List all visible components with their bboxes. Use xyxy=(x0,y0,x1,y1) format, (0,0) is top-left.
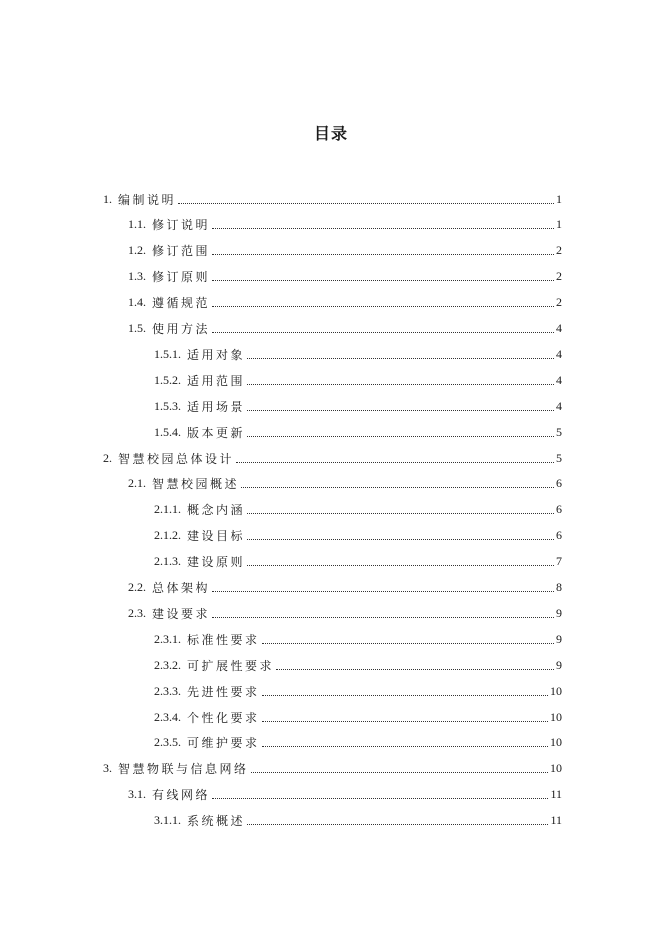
toc-entry[interactable] xyxy=(128,782,562,808)
toc-entry[interactable] xyxy=(154,808,562,834)
toc-entry-label: 修订范围 xyxy=(152,244,211,259)
toc-entry-label: 总体架构 xyxy=(152,581,211,595)
toc-entry-page-number: 9 xyxy=(556,605,562,620)
toc-entry-label: 遵循规范 xyxy=(152,296,211,311)
toc-entry-label: 个性化要求 xyxy=(187,710,260,725)
toc-dot-leader xyxy=(262,734,548,747)
toc-entry-number: 3.1.1. xyxy=(154,813,181,828)
toc-entry[interactable] xyxy=(154,341,562,367)
toc-entry-number: 2.3.2. xyxy=(154,657,181,672)
toc-entry-number: 1.5.2. xyxy=(154,372,181,387)
toc-entry-page-number: 4 xyxy=(556,398,562,413)
toc-entry-page-number: 10 xyxy=(550,761,562,776)
toc-entry-label: 可扩展性要求 xyxy=(187,658,275,673)
toc-entry-number: 1.5.1. xyxy=(154,346,181,361)
toc-entry[interactable] xyxy=(128,316,562,342)
toc-dot-leader xyxy=(251,760,548,773)
toc-entry-page-number: 5 xyxy=(556,450,562,465)
toc-entry-number: 1.5.3. xyxy=(154,398,181,413)
toc-dot-leader xyxy=(212,242,554,255)
toc-entry[interactable] xyxy=(154,678,562,704)
toc-entry-page-number: 9 xyxy=(556,631,562,646)
toc-dot-leader xyxy=(247,812,548,825)
toc-entry-page-number: 11 xyxy=(550,787,562,802)
toc-entry-label: 修订说明 xyxy=(152,218,211,233)
toc-entry-page-number: 2 xyxy=(556,295,562,310)
toc-entry-label: 标准性要求 xyxy=(187,632,260,647)
toc-entry[interactable] xyxy=(154,549,562,575)
toc-entry-label: 有线网络 xyxy=(152,788,211,803)
toc-dot-leader xyxy=(236,450,554,463)
toc-entry-label: 建设要求 xyxy=(152,606,211,621)
toc-entry-label: 修订原则 xyxy=(152,270,211,285)
toc-entry-page-number: 6 xyxy=(556,528,562,543)
toc-entry[interactable] xyxy=(154,523,562,549)
toc-entry-page-number: 6 xyxy=(556,502,562,517)
toc-entry-label: 适用对象 xyxy=(187,347,246,362)
toc-entry-page-number: 9 xyxy=(556,657,562,672)
toc-entry[interactable] xyxy=(154,730,562,756)
toc-dot-leader xyxy=(262,631,554,644)
toc-entry-label: 概念内涵 xyxy=(187,503,246,518)
toc-dot-leader xyxy=(212,786,548,799)
toc-entry-page-number: 4 xyxy=(556,346,562,361)
toc-entry-page-number: 1 xyxy=(556,217,562,232)
toc-entry-label: 智慧校园总体设计 xyxy=(118,451,235,466)
toc-entry-page-number: 10 xyxy=(550,709,562,724)
toc-entry-number: 2.3.1. xyxy=(154,631,181,646)
toc-dot-leader xyxy=(247,372,554,385)
toc-entry-page-number: 5 xyxy=(556,424,562,439)
toc-entry-label: 建设原则 xyxy=(187,555,246,570)
toc-dot-leader xyxy=(247,501,554,514)
toc-entry-label: 建设目标 xyxy=(187,529,246,544)
toc-dot-leader xyxy=(212,294,554,307)
toc-entry-number: 1. xyxy=(103,191,112,206)
toc-entry-label: 适用场景 xyxy=(187,399,246,414)
toc-entry-number: 2.2. xyxy=(128,580,146,594)
toc-dot-leader xyxy=(212,268,554,281)
toc-entry[interactable] xyxy=(128,238,562,264)
toc-entry-number: 2.1. xyxy=(128,476,146,491)
toc-entry[interactable] xyxy=(128,575,562,601)
toc-entry[interactable] xyxy=(154,497,562,523)
toc-entry[interactable] xyxy=(103,756,562,782)
toc-entry[interactable] xyxy=(154,419,562,445)
toc-dot-leader xyxy=(262,709,548,722)
toc-entry-number: 2.3.4. xyxy=(154,709,181,724)
toc-dot-leader xyxy=(241,475,554,488)
toc-entry-number: 1.5. xyxy=(128,321,146,335)
toc-entry-number: 1.1. xyxy=(128,217,146,232)
toc-entry[interactable] xyxy=(128,471,562,497)
toc-entry-number: 2.1.2. xyxy=(154,528,181,543)
toc-dot-leader xyxy=(247,398,554,411)
toc-entry-page-number: 4 xyxy=(556,321,562,335)
toc-entry-page-number: 10 xyxy=(550,735,562,750)
toc-entry-number: 3.1. xyxy=(128,787,146,802)
toc-dot-leader xyxy=(247,346,554,359)
toc-entry[interactable] xyxy=(128,600,562,626)
toc-entry[interactable] xyxy=(154,704,562,730)
toc-entry-label: 使用方法 xyxy=(152,322,211,336)
toc-entry-label: 可维护要求 xyxy=(187,736,260,751)
toc-entry-page-number: 4 xyxy=(556,372,562,387)
toc-entry[interactable] xyxy=(128,212,562,238)
toc-entry-number: 1.4. xyxy=(128,295,146,310)
toc-dot-leader xyxy=(212,605,554,618)
toc-entry[interactable] xyxy=(128,290,562,316)
toc-entry-page-number: 8 xyxy=(556,580,562,594)
toc-entry-page-number: 10 xyxy=(550,683,562,698)
toc-dot-leader xyxy=(178,191,554,204)
toc-entry[interactable] xyxy=(128,264,562,290)
toc-entry-page-number: 2 xyxy=(556,243,562,258)
toc-entry[interactable] xyxy=(154,393,562,419)
toc-entry-number: 2.3.3. xyxy=(154,683,181,698)
toc-entry-number: 2.3.5. xyxy=(154,735,181,750)
toc-entry-label: 适用范围 xyxy=(187,373,246,388)
toc-dot-leader xyxy=(212,216,554,229)
toc-dot-leader xyxy=(247,424,554,437)
toc-entry[interactable] xyxy=(154,367,562,393)
toc-entry-page-number: 2 xyxy=(556,269,562,284)
toc-entry-page-number: 1 xyxy=(556,191,562,206)
toc-entry-label: 智慧校园概述 xyxy=(152,477,240,492)
toc-entry-number: 1.3. xyxy=(128,269,146,284)
toc-entry-number: 3. xyxy=(103,761,112,776)
toc-entry[interactable] xyxy=(103,186,562,212)
toc-entry-label: 先进性要求 xyxy=(187,684,260,699)
toc-dot-leader xyxy=(212,579,554,592)
toc-entry-number: 2. xyxy=(103,450,112,465)
toc-dot-leader xyxy=(212,320,554,333)
toc-entry-label: 编制说明 xyxy=(118,192,177,207)
toc-entry-number: 1.2. xyxy=(128,243,146,258)
toc-entry[interactable] xyxy=(154,626,562,652)
toc-entry-page-number: 6 xyxy=(556,476,562,491)
page-title: 目录 xyxy=(313,124,348,143)
toc-entry-label: 版本更新 xyxy=(187,425,246,440)
toc-entry[interactable] xyxy=(154,652,562,678)
toc-entry-label: 智慧物联与信息网络 xyxy=(118,762,249,777)
toc-entry-label: 系统概述 xyxy=(187,814,246,829)
toc-entry-page-number: 7 xyxy=(556,554,562,569)
toc-entry-page-number: 11 xyxy=(550,813,562,828)
toc-entry-number: 2.3. xyxy=(128,605,146,620)
toc-entry-number: 2.1.3. xyxy=(154,554,181,569)
toc-dot-leader xyxy=(276,657,554,670)
toc-entry-number: 2.1.1. xyxy=(154,502,181,517)
toc-entry-number: 1.5.4. xyxy=(154,424,181,439)
toc-dot-leader xyxy=(247,553,554,566)
toc-entry[interactable] xyxy=(103,445,562,471)
toc-dot-leader xyxy=(247,527,554,540)
toc-dot-leader xyxy=(262,683,548,696)
